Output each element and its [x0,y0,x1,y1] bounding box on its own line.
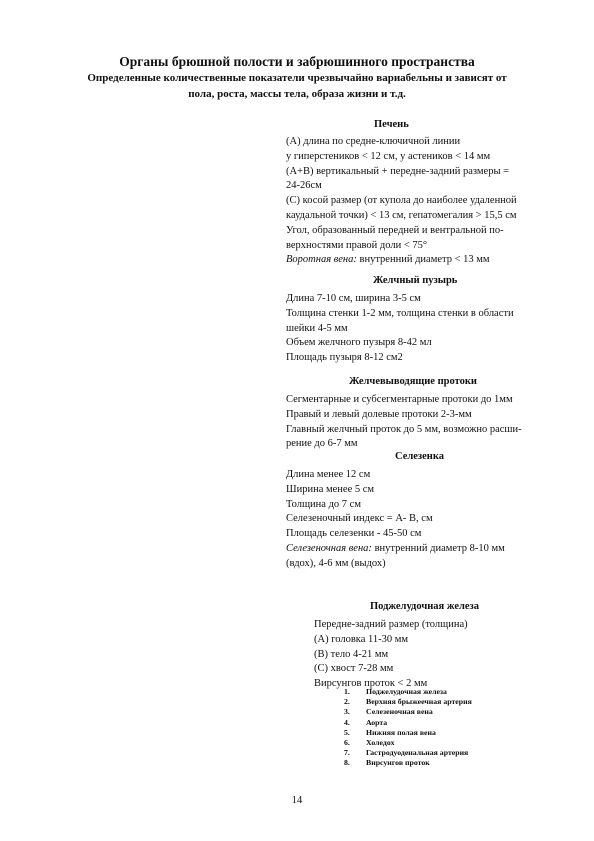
splenic-vein-label: Селезеночная вена: [286,542,372,554]
gallbladder-section [286,292,514,366]
gallbladder-line: Площадь пузыря 8-12 см2 [286,352,403,364]
pancreas-heading: Поджелудочная железа [370,601,480,612]
legend-item [344,687,472,697]
legend-item [344,758,472,768]
subtitle-line-2: пола, роста, массы тела, образа жизни и т.д. [188,88,406,100]
legend-number: 3. [344,707,350,717]
legend-item [344,707,472,717]
pancreas-line: (В) тело 4-21 мм [314,648,389,660]
legend-item [344,697,472,707]
portal-vein-label: Воротная вена: [286,254,357,266]
legend-text: Верхняя брыжеечная артерия [366,697,472,707]
legend-text: Нижняя полая вена [366,727,436,737]
bile-ducts-section [286,393,522,452]
liver-line: верхностями правой доли < 75° [286,239,428,251]
gallbladder-line: шейки 4-5 мм [286,322,348,334]
page-title: Органы брюшной полости и забрюшинного пространства [119,54,475,69]
portal-vein-value: внутренний диаметр < 13 мм [359,254,490,266]
spleen-line: Ширина менее 5 см [286,483,375,495]
legend-number: 1. [344,687,350,696]
liver-section [286,135,517,268]
liver-line: (С) косой размер (от купола до наиболее удаленной [286,195,517,207]
legend-item [344,718,472,728]
subtitle-line-1: Определенные количественные показатели чрезвычайно вариабельны и зависят от [87,72,507,84]
legend-item [344,728,472,738]
bile-ducts-line: рение до 6-7 мм [286,438,358,450]
pancreas-section [314,618,468,692]
liver-line: (А+В) вертикальный + передне-задний размеры = [286,165,510,177]
legend-number: 2. [344,697,350,707]
legend-text: Холедох [366,738,395,748]
legend-text: Селезеночная вена [366,707,433,717]
legend-number: 8. [344,758,350,768]
legend-text: Вирсунгов проток [366,758,430,768]
gallbladder-line: Длина 7-10 см, ширина 3-5 см [286,293,421,304]
spleen-line: Площадь селезенки - 45-50 см [286,528,422,540]
bile-ducts-line: Правый и левый долевые протоки 2-3-мм [286,408,472,420]
legend-item [344,738,472,748]
splenic-vein-line [286,542,505,557]
spleen-line: Длина менее 12 см [286,469,371,480]
liver-line: Угол, образованный передней и вентральной по- [286,224,504,236]
legend-text: Поджелудочная железа [366,687,447,696]
legend-number: 5. [344,727,350,737]
liver-line: у гиперстеников < 12 см, у астеников < 14 мм [286,150,491,162]
spleen-line: Толщина до 7 см [286,498,361,510]
portal-vein-line [286,253,517,268]
legend-text: Гастродуоденальная артерия [366,748,469,758]
legend-item [344,748,472,758]
page-number: 14 [291,795,303,806]
legend-text: Аорта [366,717,388,727]
gallbladder-heading: Желчный пузырь [373,275,458,286]
bile-ducts-line: Сегментарные и субсегментарные протоки до 1мм [286,394,513,405]
spleen-section [286,468,505,572]
bile-ducts-heading: Желчевыводящие протоки [349,376,477,387]
liver-line: (А) длина по средне-ключичной линии [286,136,461,147]
pancreas-line: Передне-задний размер (толщина) [314,619,468,630]
liver-line: 24-26см [286,180,322,192]
bile-ducts-line: Главный желчный проток до 5 мм, возможно расши- [286,423,522,435]
pancreas-legend-list [344,687,472,769]
splenic-vein-value: внутренний диаметр 8-10 мм [374,542,505,554]
pancreas-line: (А) головка 11-30 мм [314,633,409,645]
pancreas-line: Вирсунгов проток < 2 мм [314,678,428,690]
legend-number: 4. [344,717,350,727]
pancreas-line: (С) хвост 7-28 мм [314,663,394,675]
legend-number: 7. [344,748,350,758]
gallbladder-line: Толщина стенки 1-2 мм, толщина стенки в области [286,307,514,319]
splenic-vein-line-2: (вдох), 4-6 мм (выдох) [286,557,386,569]
spleen-heading: Селезенка [395,451,444,462]
spleen-line: Селезеночный индекс = А- В, см [286,513,433,525]
legend-number: 6. [344,738,350,748]
liver-heading: Печень [374,119,409,130]
liver-line: каудальной точки) < 13 см, гепатомегалия > 15,5 см [286,209,517,221]
gallbladder-line: Объем желчного пузыря 8-42 мл [286,337,432,349]
